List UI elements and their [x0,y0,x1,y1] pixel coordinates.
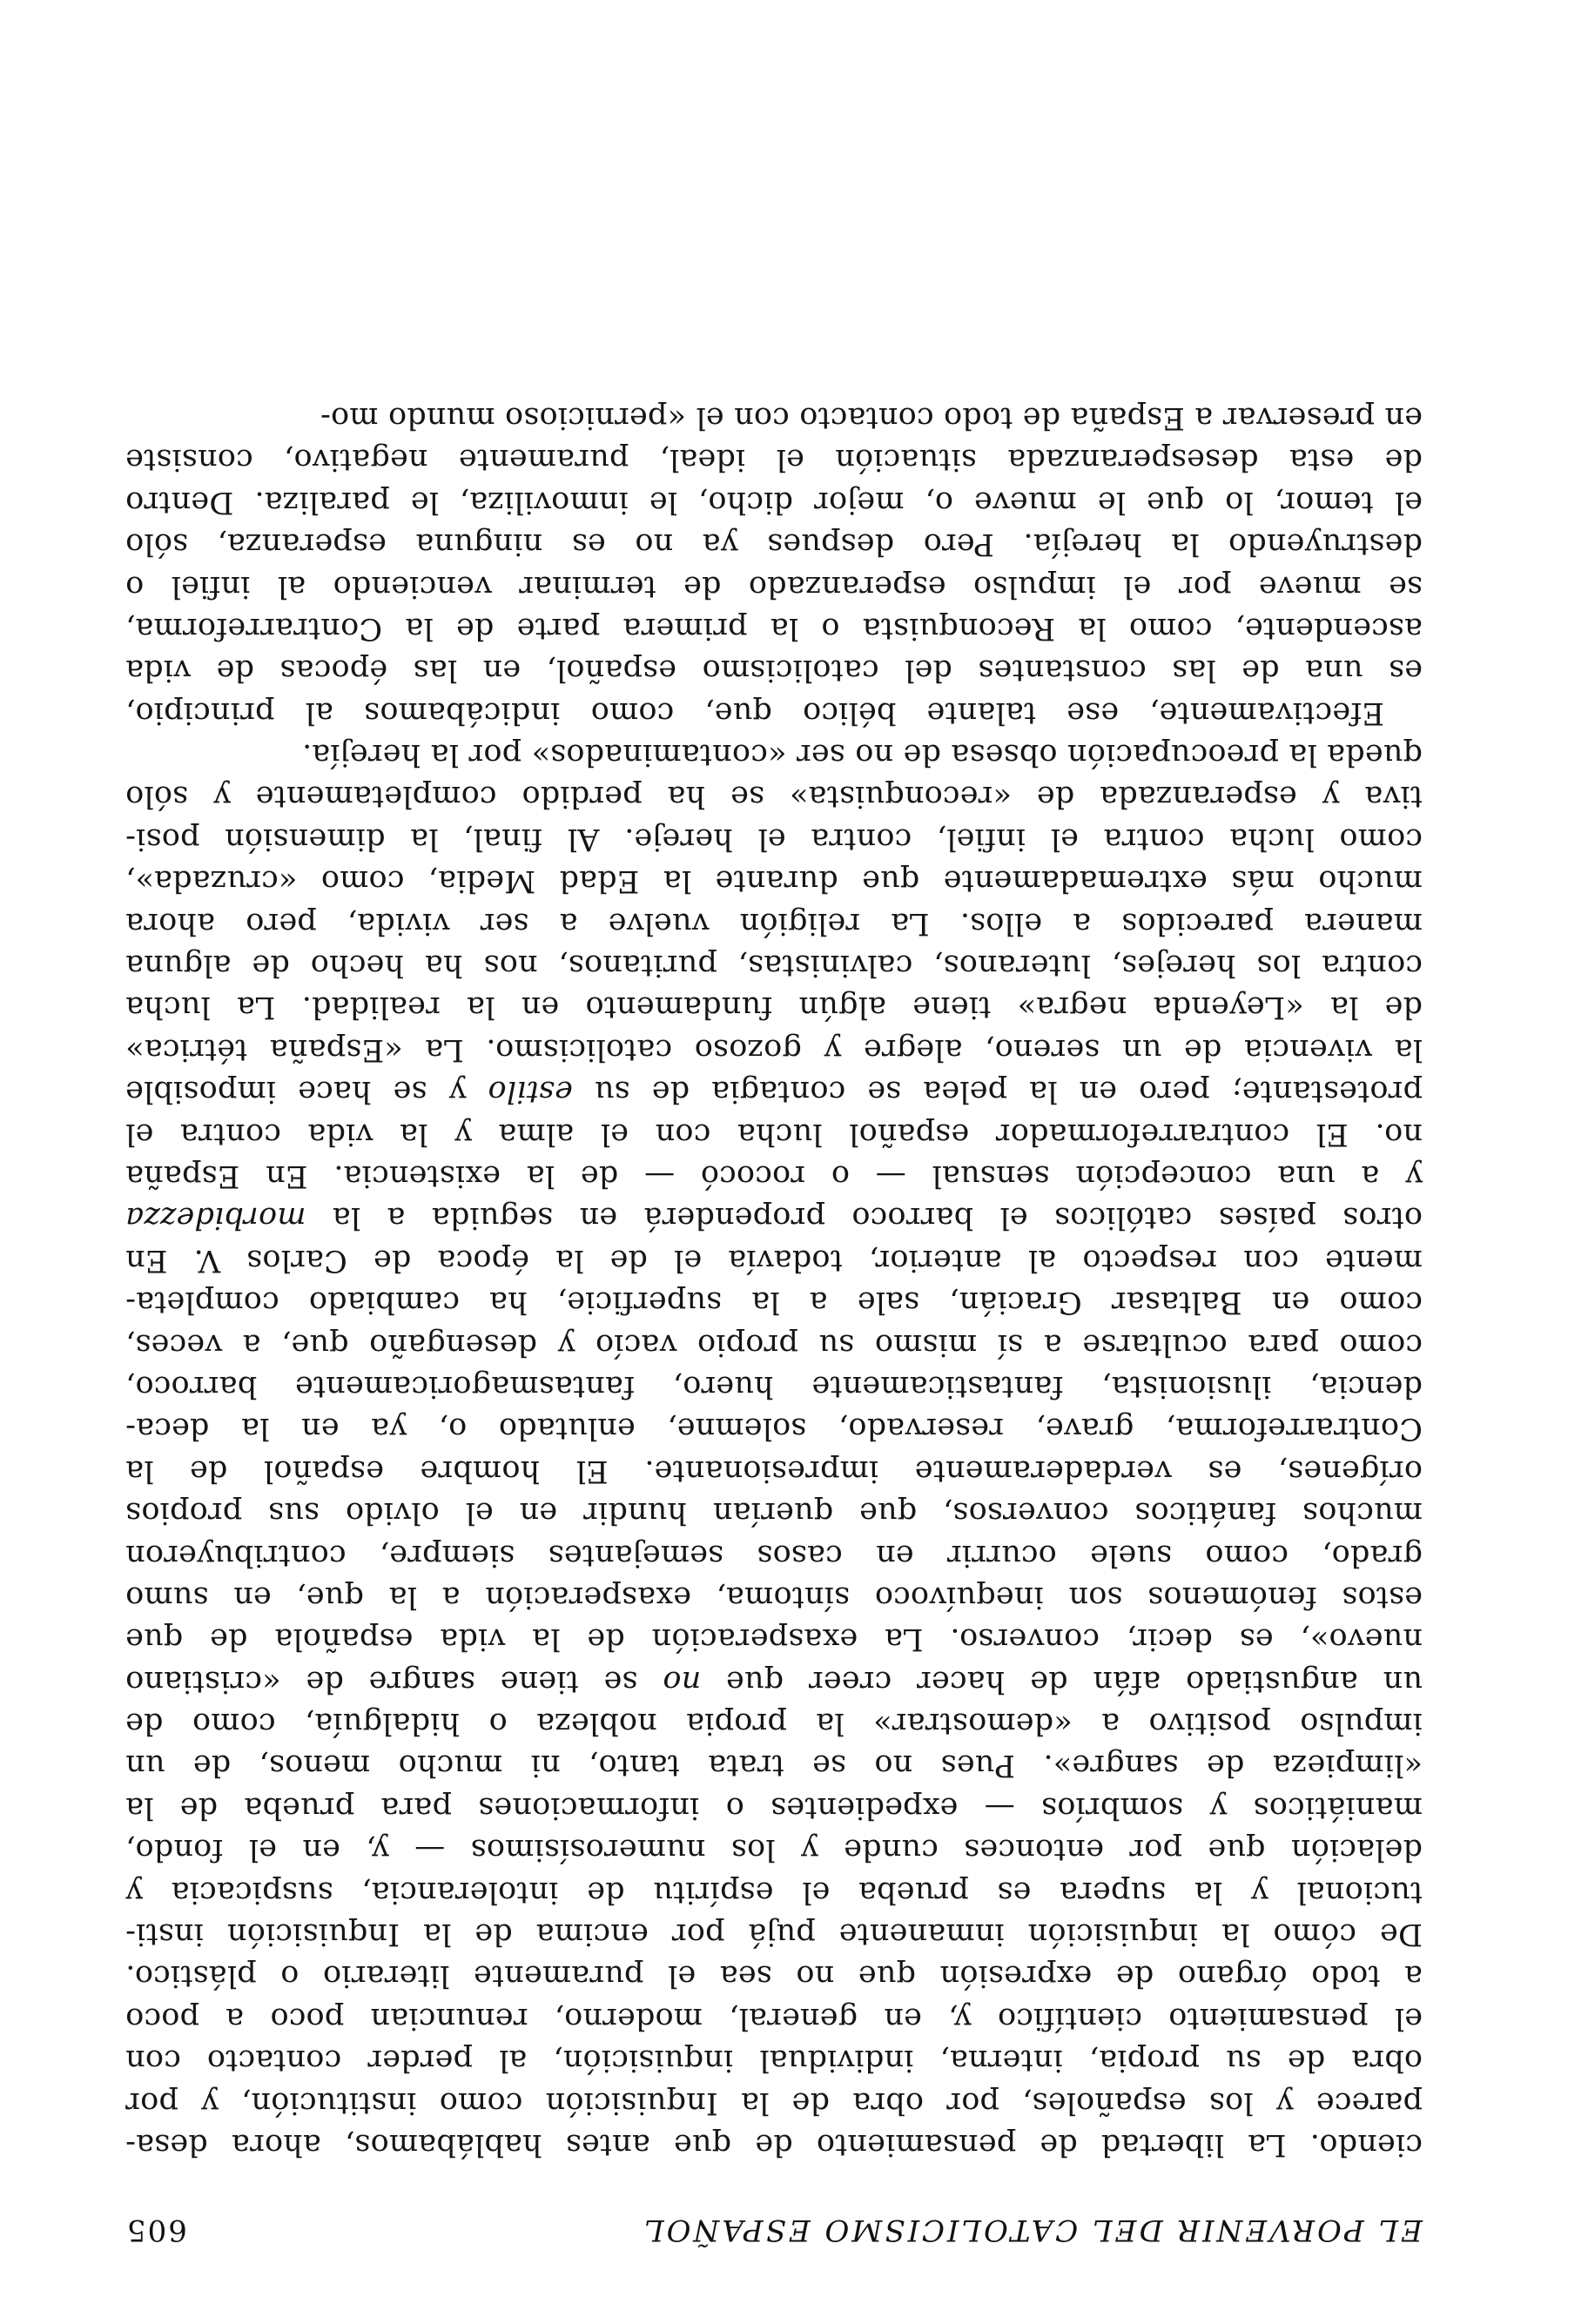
text-line: parece y los españoles, por obra de la Inquisición como institución, y por [125,2085,1423,2120]
text-line: nuevo», es decir, converso. La exasperación de la vida española de que [125,1622,1423,1657]
text-line: como en Baltasar Gracián, sale a la superficie, ha cambiado completa- [125,1285,1423,1320]
text-line: no. El contrarreformador español lucha con el alma y la vida contra el [125,1116,1423,1152]
text-line: maniáticos y sombríos — expedientes o informaciones para prueba de la [125,1790,1423,1825]
text-line: a todo órgano de expresión que no sea el puramente literario o plástico. [125,1958,1423,1994]
text-line: muchos fanáticos conversos, que querían hundir en el olvido sus propios [125,1495,1423,1531]
text-line: mucho más extremadamente que durante la Edad Media, como «cruzada», [125,863,1423,899]
text-line: protestante; pero en la pelea se contagia de su estilo y se hace imposible [124,1074,1423,1110]
text-line: en preservar a España de todo contacto con el «pernicioso mundo mo- [320,400,1423,435]
text-line: manera parecidos a ellos. La religión vuelve a ser vivida, pero ahora [125,905,1423,941]
text-line: como para ocultarse a sí mismo su propio vacío y desengaño que, a veces, [125,1327,1423,1362]
text-line: como lucha contra el infiel, contra el hereje. Al final, la dimensión posi- [125,821,1423,856]
page-number: 605 [125,2213,187,2247]
text-line: orígenes, es verdaderamente impresionante. El hombre español de la [125,1453,1423,1488]
running-title: EL PORVENIR DEL CATOLICISMO ESPAÑOL [642,2213,1423,2247]
text-line: ciendo. La libertad de pensamiento de que antes hablábamos, ahora desa- [125,2127,1423,2162]
text-line: contra los herejes, luteranos, calvinistas, puritanos, nos ha hecho de alguna [125,948,1423,984]
text-line: Contrarreforma, grave, reservado, solemne, enlutado o, ya en la deca- [125,1411,1423,1447]
text-line: el pensamiento científico y, en general, moderno, renuncian poco a poco [125,2000,1423,2036]
text-line: De cómo la inquisición inmanente pujá por encima de la Inquisición insti- [125,1917,1423,1952]
text-line: la vivencia de un sereno, alegre y gozoso catolicismo. La «España tétrica» [125,1031,1423,1067]
text-line: mente con respecto al anterior, todavía el de la época de Carlos V. En [125,1242,1423,1278]
text-line: estos fenómenos son inequívoco síntoma, exasperación a la que, en sumo [125,1579,1423,1615]
text-line: tucional y la supera es prueba el espíritu de intolerancia, suspicacia y [125,1874,1423,1910]
text-line: impulso positivo a «demostrar» la propia nobleza o hidalguía, como de [125,1706,1423,1742]
text-line: queda la preocupación obsesa de no ser «contaminados» por la herejía. [301,737,1423,773]
text-line: Efectivamente, ese talante bélico que, como indicábamos al principio, [125,695,1384,730]
text-line: de la «Leyenda negra» tiene algún fundamento en la realidad. La lucha [125,990,1423,1025]
text-line: de esta desesperanzada situación el ideal, puramente negativo, consiste [125,442,1423,478]
body-text [125,397,1423,2166]
text-line: destruyendo la herejía. Pero despues ya no es ninguna esperanza, sólo [125,527,1423,562]
text-line: el temor, lo que le mueve o, mejor dicho, le inmoviliza, le paraliza. Dentro [125,484,1423,520]
text-line: ascendente, como la Reconquista o la primera parte de la Contrarreforma, [125,610,1423,646]
text-line: grado, como suele ocurrir en casos semejantes siempre, contribuyeron [125,1537,1423,1573]
text-line: dencia, ilusionista, fantasticamente huero, fantasmagoricamente barroco, [125,1368,1423,1404]
text-line: obra de su propia, interna, individual inquisición, al perder contacto con [125,2043,1423,2079]
page-header [125,2204,1423,2247]
text-line: delación que por entonces cunde y los numerosísimos — y, en el fondo, [125,1832,1423,1868]
text-line: un angustiado afán de hacer creer que no se tiene sangre de «cristiano [125,1663,1423,1699]
text-line: «limpieza de sangre». Pues no se trata tanto, ni mucho menos, de un [125,1748,1423,1783]
text-line: y a una concepción sensual — o rococó — de la existencia. En España [125,1159,1423,1194]
text-line: es una de las constantes del catolicismo español, en las épocas de vida [125,653,1423,688]
text-line: se mueve por el impulso esperanzado de terminar venciendo al infiel o [125,568,1423,604]
text-line: tiva y esperanzada de «reconquista» se ha perdido completamente y sólo [125,779,1423,815]
text-line: otros países católicos el barroco propenderá en seguida a la morbidezza [125,1200,1423,1236]
